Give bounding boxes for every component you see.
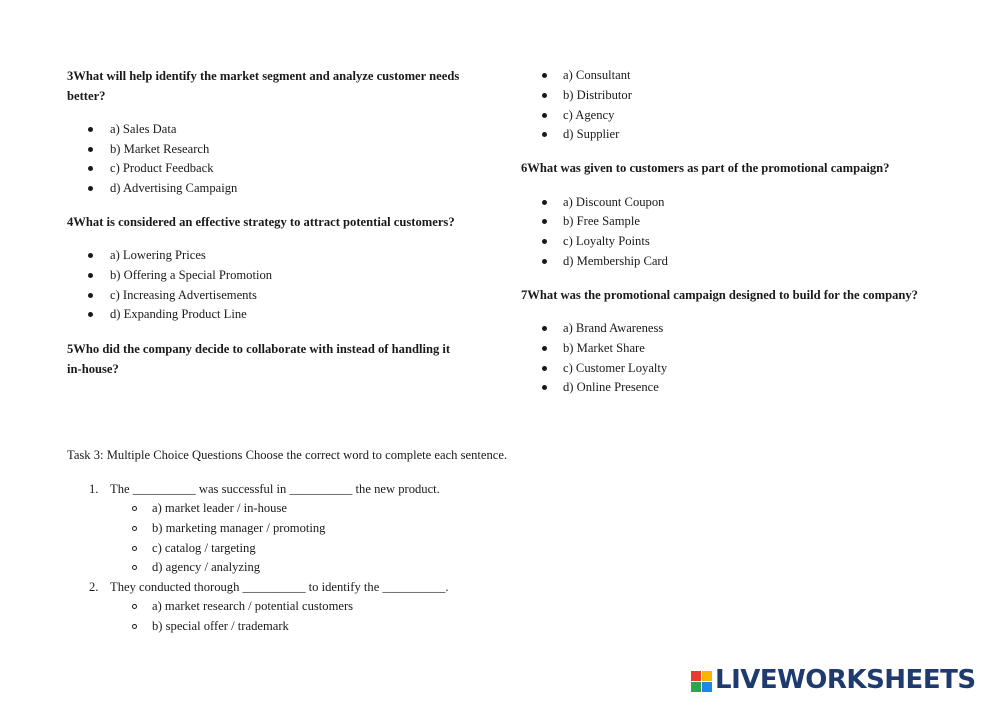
bullet-icon [88, 312, 93, 317]
item-sentence: They conducted thorough __________ to identify the __________. [110, 580, 449, 594]
bullet-icon [542, 326, 547, 331]
logo-square-icon [691, 682, 701, 692]
bullet-icon [542, 200, 547, 205]
option-q4-b[interactable]: b) Offering a Special Promotion [110, 268, 273, 282]
bullet-icon [88, 127, 93, 132]
bullet-icon [542, 132, 547, 137]
question-5 [67, 339, 487, 379]
bullet-icon [88, 273, 93, 278]
question-3-line2: better? [67, 89, 106, 103]
option-t1-c[interactable]: c) catalog / targeting [152, 541, 256, 555]
option-q6-d[interactable]: d) Membership Card [563, 254, 668, 268]
option-q7-c[interactable]: c) Customer Loyalty [563, 361, 668, 375]
option-q3-a[interactable]: a) Sales Data [110, 122, 177, 136]
question-6: 6What was given to customers as part of the promotional campaign? [521, 161, 890, 175]
bullet-icon [542, 366, 547, 371]
bullet-icon [88, 147, 93, 152]
option-t1-d[interactable]: d) agency / analyzing [152, 560, 261, 574]
circle-bullet-icon [132, 604, 137, 609]
circle-bullet-icon [132, 624, 137, 629]
bullet-icon [542, 93, 547, 98]
option-q5-c[interactable]: c) Agency [563, 108, 615, 122]
logo-square-icon [702, 671, 712, 681]
question-3-line1: 3What will help identify the market segment and analyze customer needs [67, 69, 460, 83]
option-q4-a[interactable]: a) Lowering Prices [110, 248, 206, 262]
logo-square-icon [691, 671, 701, 681]
bullet-icon [88, 186, 93, 191]
item-number: 1. [89, 482, 99, 496]
circle-bullet-icon [132, 506, 137, 511]
bullet-icon [542, 346, 547, 351]
question-7: 7What was the promotional campaign designed to build for the company? [521, 288, 918, 302]
option-q6-a[interactable]: a) Discount Coupon [563, 195, 665, 209]
question-5-line1: 5Who did the company decide to collaborate with instead of handling it [67, 342, 451, 356]
option-q3-c[interactable]: c) Product Feedback [110, 161, 214, 175]
bullet-icon [542, 73, 547, 78]
logo-text: LIVEWORKSHEETS [715, 665, 976, 695]
option-q3-d[interactable]: d) Advertising Campaign [110, 181, 238, 195]
option-q4-d[interactable]: d) Expanding Product Line [110, 307, 247, 321]
option-q7-b[interactable]: b) Market Share [563, 341, 645, 355]
option-q6-b[interactable]: b) Free Sample [563, 214, 640, 228]
question-5-line2: in-house? [67, 362, 119, 376]
bullet-icon [542, 113, 547, 118]
option-q5-a[interactable]: a) Consultant [563, 68, 631, 82]
circle-bullet-icon [132, 546, 137, 551]
option-q5-d[interactable]: d) Supplier [563, 127, 620, 141]
option-t1-a[interactable]: a) market leader / in-house [152, 501, 287, 515]
bullet-icon [542, 219, 547, 224]
option-q6-c[interactable]: c) Loyalty Points [563, 234, 650, 248]
question-3 [67, 66, 487, 106]
option-t1-b[interactable]: b) marketing manager / promoting [152, 521, 326, 535]
circle-bullet-icon [132, 526, 137, 531]
bullet-icon [542, 259, 547, 264]
item-sentence: The __________ was successful in __________ the new product. [110, 482, 440, 496]
logo-square-icon [702, 682, 712, 692]
bullet-icon [88, 166, 93, 171]
option-q5-b[interactable]: b) Distributor [563, 88, 632, 102]
option-q7-d[interactable]: d) Online Presence [563, 380, 659, 394]
bullet-icon [542, 385, 547, 390]
bullet-icon [88, 253, 93, 258]
option-q3-b[interactable]: b) Market Research [110, 142, 210, 156]
bullet-icon [88, 293, 93, 298]
task3-heading: Task 3: Multiple Choice Questions Choose the correct word to complete each sentence. [67, 448, 508, 462]
circle-bullet-icon [132, 565, 137, 570]
option-t2-a[interactable]: a) market research / potential customers [152, 599, 354, 613]
option-t2-b[interactable]: b) special offer / trademark [152, 619, 289, 633]
option-q7-a[interactable]: a) Brand Awareness [563, 321, 664, 335]
question-4: 4What is considered an effective strategy to attract potential customers? [67, 215, 455, 229]
option-q4-c[interactable]: c) Increasing Advertisements [110, 288, 257, 302]
bullet-icon [542, 239, 547, 244]
item-number: 2. [89, 580, 99, 594]
